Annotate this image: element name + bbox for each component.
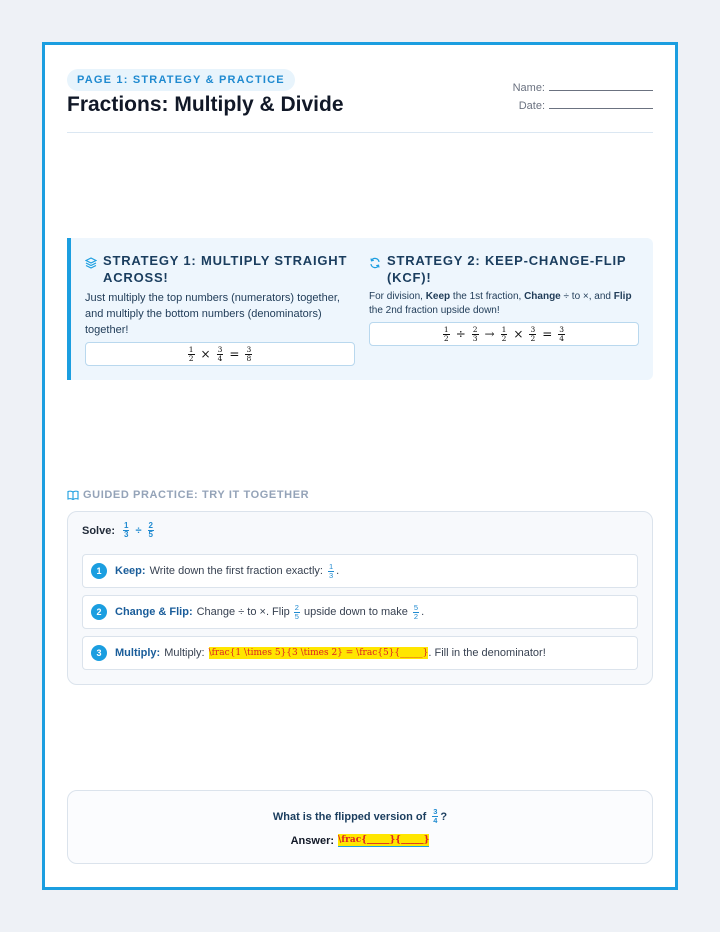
step-multiply: 3 Multiply: Multiply: \frac{1 \times 5}{3 \times 2} = \frac{5}{_____} . Fill in the denominator!	[82, 636, 638, 670]
check-question: What is the flipped version of 3 4 ?	[272, 807, 448, 825]
guided-practice-box	[67, 511, 653, 685]
book-icon	[67, 490, 79, 500]
multiply-answer-blank[interactable]: \frac{1 \times 5}{3 \times 2} = \frac{5}{_____}	[208, 648, 429, 658]
worksheet-page	[42, 42, 678, 890]
name-date-block	[513, 79, 653, 115]
strategies-panel	[67, 238, 653, 380]
page-tag: PAGE 1: STRATEGY & PRACTICE	[67, 69, 295, 91]
step-keep: 1 Keep: Write down the first fraction exactly: 1 3 .	[82, 554, 638, 588]
strategy-1: STRATEGY 1: MULTIPLY STRAIGHT ACROSS! Just multiply the top numbers (numerators) together, and multiply the bottom numbers (denominators) together! $\frac{1}{2}$ × $\frac{3}{4}$ = $\frac{3}{8}$	[85, 252, 355, 366]
refresh-icon	[369, 256, 383, 274]
answer-row: Answer: \frac{_____}{_____}	[290, 834, 430, 847]
header-divider	[67, 132, 653, 133]
solve-prompt: Solve: $\frac{1}{3}$ ÷ $\frac{2}{5}$	[82, 521, 153, 539]
step-change-flip: 2 Change & Flip: Change ÷ to ×. Flip 2 5 upside down to make 5 2 .	[82, 595, 638, 629]
strategy-2-text: For division, Keep the 1st fraction, Change ÷ to ×, and Flip the 2nd fraction upside down!	[369, 291, 632, 316]
strategy-2-formula: $\frac{1}{2}$ ÷ $\frac{2}{3}$ → $\frac{1}{2}$ × $\frac{3}{2}$ = $\frac{3}{4}$	[369, 322, 639, 346]
name-field[interactable]: Name:	[513, 79, 653, 97]
strategy-1-text: Just multiply the top numbers (numerators) together, and multiply the bottom numbers (denominators) together!	[85, 292, 340, 336]
guided-practice-heading: GUIDED PRACTICE: TRY IT TOGETHER	[67, 489, 309, 501]
layers-icon	[85, 256, 99, 274]
strategy-1-formula: $\frac{1}{2}$ × $\frac{3}{4}$ = $\frac{3}{8}$	[85, 342, 355, 366]
check-question-box	[67, 790, 653, 864]
page-title: Fractions: Multiply & Divide	[67, 93, 344, 116]
date-field[interactable]: Date:	[513, 97, 653, 115]
strategy-2: STRATEGY 2: KEEP-CHANGE-FLIP (KCF)! For division, Keep the 1st fraction, Change ÷ to ×, and Flip the 2nd fraction upside down! $\frac{1}{2}$ ÷ $\frac{2}{3}$ → $\frac{1}{2}$ × $\frac{3}{2}$ = $\frac{3}{4}$	[369, 252, 639, 346]
answer-blank[interactable]: \frac{_____}{_____}	[338, 835, 430, 845]
